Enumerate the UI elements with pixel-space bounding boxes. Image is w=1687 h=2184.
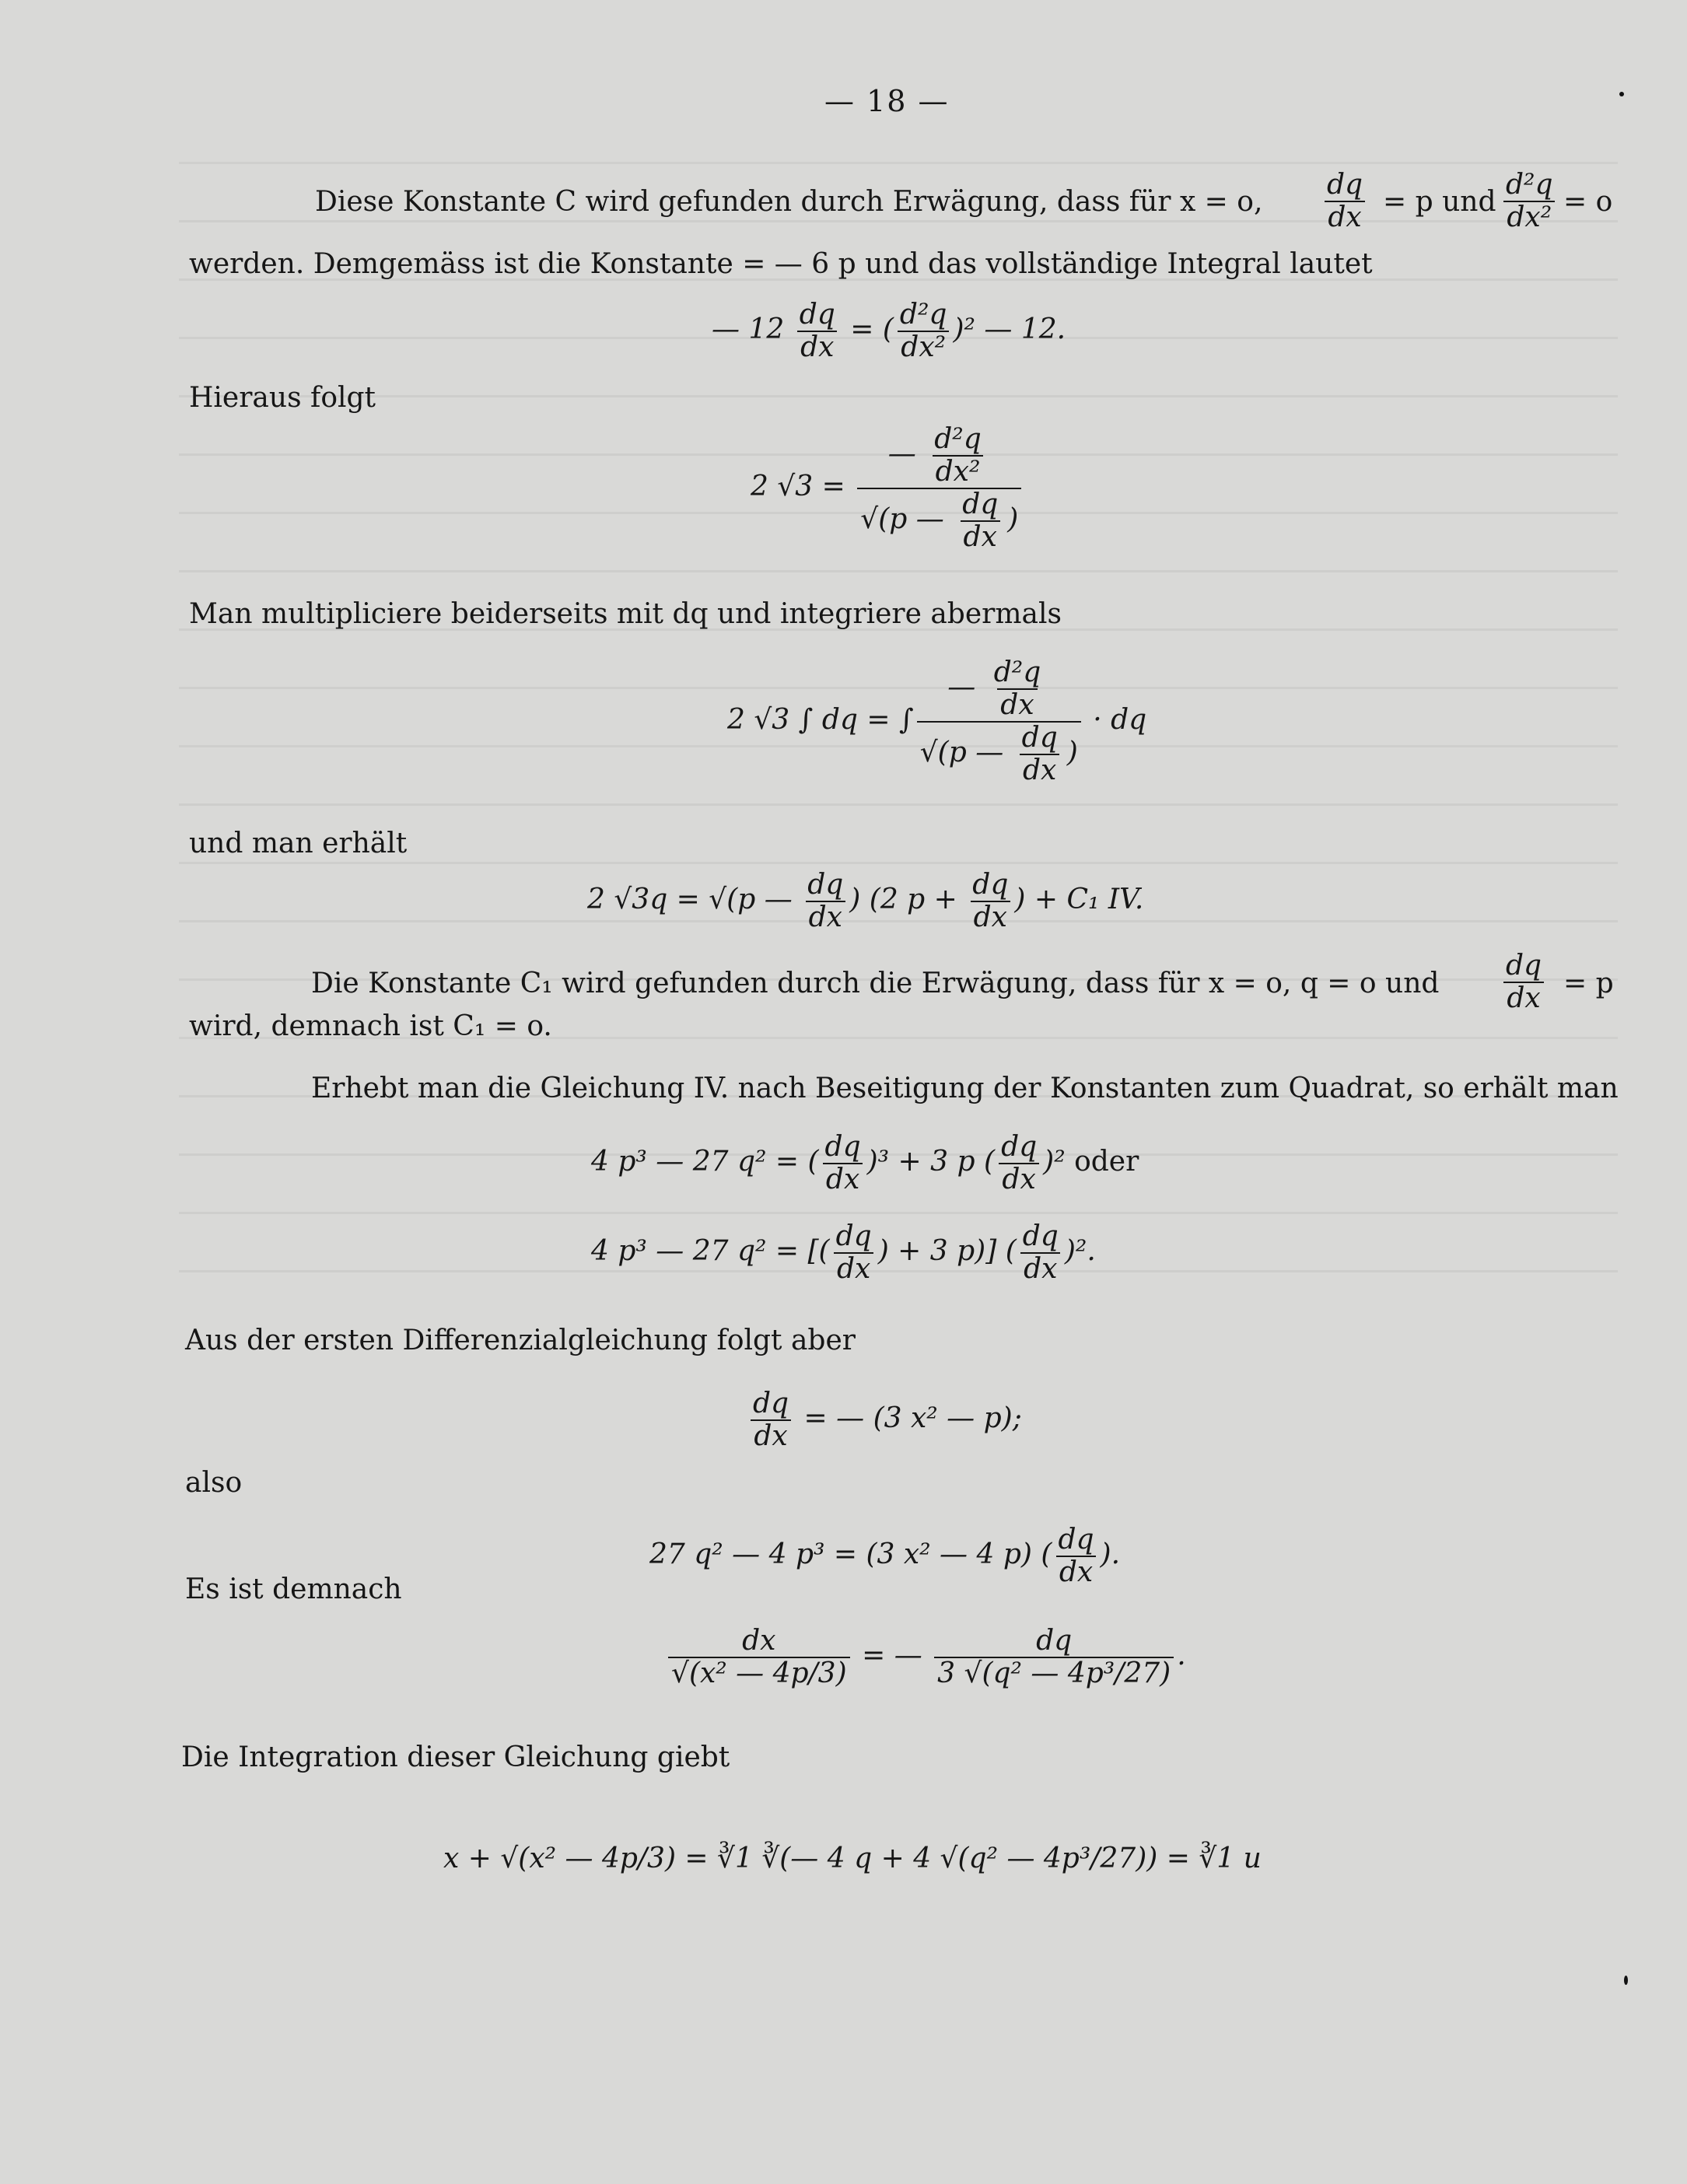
equation: 2 √3q = √(p — $\frac{dq}{dx}$ ) (2 p + $\frac{dq}{dx}$ ) + C₁ IV. [587,869,1144,933]
equation-inline: $\frac{dq}{dx}$ [1500,950,1548,1014]
text-line: Die Integration dieser Gleichung giebt [181,1741,730,1773]
text-line: werden. Demgemäss ist die Konstante = — 6 p und das vollständige Integral lautet [189,248,1373,280]
text-line: Aus der ersten Differenzialgleichung folgt aber [185,1325,856,1356]
equation: x + √(x² — 4p/3) = ∛1 ∛(— 4 q + 4 √(q² — 4p³/27)) = ∛1 u [443,1843,1262,1874]
equation-inline: $\frac{\text{d²q}}{\text{dx²}}$ [1500,170,1559,233]
text-line: Diese Konstante C wird gefunden durch Erwägung, dass für x = o, [315,186,1263,218]
page-number: — 18 — [824,84,950,118]
scan-speck [1619,92,1624,96]
equation: $\frac{dx}{\text{√(x² — 4p/3)}}$ = — $\frac{dq}{\text{3 √(q² — 4p³/27)}}$ . [665,1626,1186,1689]
text-line: Man multipliciere beiderseits mit dq und integriere abermals [189,598,1062,630]
text-line: = o [1563,186,1613,218]
equation-inline: $\frac{dq}{dx}$ [1321,170,1369,233]
equation: 4 p³ — 27 q² = [( $\frac{dq}{dx}$ ) + 3 p)] ( $\frac{dq}{dx}$ )². [591,1220,1096,1285]
text-line: = p [1563,968,1614,999]
text-line: wird, demnach ist C₁ = o. [189,1010,552,1042]
text-line: = p und [1383,186,1496,218]
equation: 2 √3 = — $\frac{\text{d²q}}{\text{dx²}}$ √(p — $\frac{dq}{dx}$ ) [751,424,1024,553]
equation: 2 √3 ∫ dq = ∫ — $\frac{\text{d²q}}{dx}$ √(p — $\frac{dq}{dx}$ ) · dq [727,656,1147,786]
equation: 27 q² — 4 p³ = (3 x² — 4 p) ( $\frac{dq}{dx}$ ). [649,1524,1121,1588]
text-line: also [185,1467,243,1499]
equation: — 12 $\frac{dq}{dx}$ = ( $\frac{\text{d²q}}{\text{dx²}}$ )² — 12. [712,299,1066,363]
text-line: Hieraus folgt [189,382,376,414]
text-line: Erhebt man die Gleichung IV. nach Beseitigung der Konstanten zum Quadrat, so erhält man [311,1073,1619,1104]
text-line: und man erhält [189,828,408,859]
scan-speck [1624,1976,1628,1985]
equation: 4 p³ — 27 q² = ( $\frac{dq}{dx}$ )³ + 3 p ( $\frac{dq}{dx}$ )² oder [591,1131,1139,1195]
text-line: Die Konstante C₁ wird gefunden durch die Erwägung, dass für x = o, q = o und [311,968,1440,999]
text-line: Es ist demnach [185,1573,402,1605]
equation: $\frac{dq}{dx}$ = — (3 x² — p); [747,1388,1022,1452]
